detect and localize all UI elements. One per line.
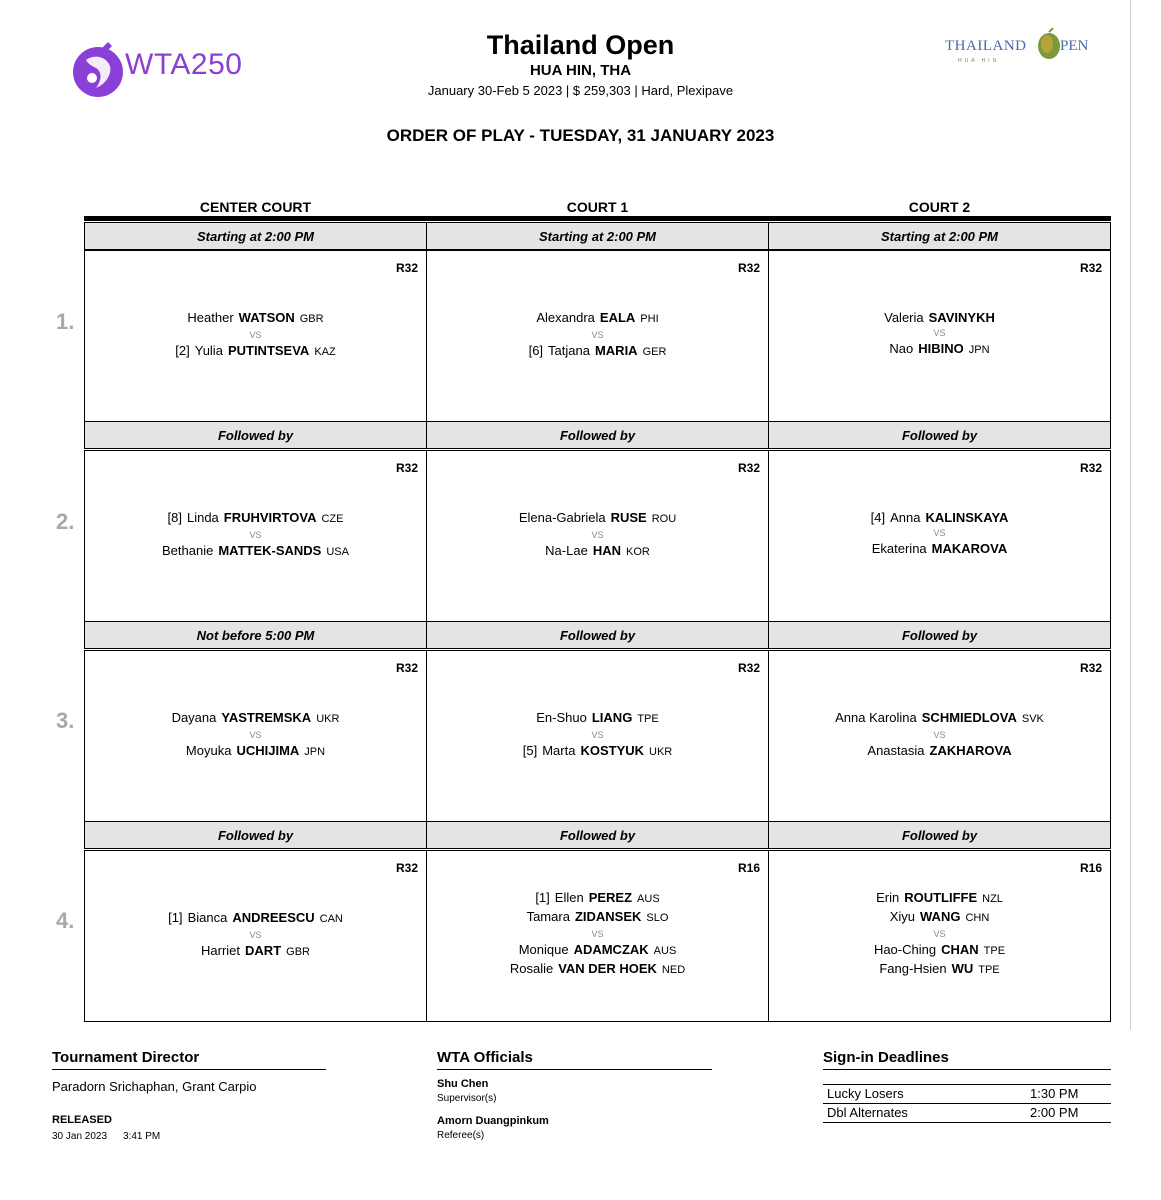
round-label: R32 (1079, 461, 1102, 475)
player-country: GBR (299, 313, 324, 325)
player-line (85, 509, 426, 528)
supervisor-name: Shu Chen (437, 1078, 489, 1090)
player-first-name: Heather (187, 310, 234, 325)
released-label: RELEASED (52, 1114, 112, 1126)
player-first-name: Harriet (201, 943, 241, 958)
order-of-play-title: ORDER OF PLAY - TUESDAY, 31 JANUARY 2023 (386, 126, 775, 145)
player-last-name: LIANG (591, 710, 633, 725)
player-last-name: DART (245, 943, 282, 958)
time-band: Followed by (84, 821, 427, 849)
player-country: AUS (653, 945, 677, 957)
tournament-details: January 30-Feb 5 2023 | $ 259,303 | Hard, Plexipave (427, 83, 734, 98)
player-line (769, 742, 1110, 759)
time-band: Starting at 2:00 PM (768, 222, 1111, 250)
match-cell (84, 650, 427, 822)
player-first-name: Xiyu (889, 909, 915, 924)
player-first-name: Hao-Ching (873, 942, 937, 957)
match-cell (84, 850, 427, 1022)
player-last-name: PEREZ (588, 890, 633, 905)
player-line (427, 889, 768, 908)
player-first-name: Marta (542, 743, 576, 758)
versus-label: VS (933, 730, 946, 740)
player-line (427, 908, 768, 927)
player-seed: [1] (168, 910, 183, 925)
player-last-name: PUTINTSEVA (227, 343, 310, 358)
thailand-open-logo (940, 26, 1095, 86)
player-country: KOR (625, 546, 650, 558)
versus-label: VS (249, 730, 262, 740)
player-first-name: Elena-Gabriela (518, 510, 606, 525)
match-cell (426, 450, 769, 622)
player-last-name: EALA (599, 310, 636, 325)
player-line (769, 960, 1110, 979)
versus-label: VS (591, 730, 604, 740)
match-entry (769, 889, 1110, 979)
player-first-name: Moyuka (185, 743, 232, 758)
player-country: TPE (983, 945, 1006, 957)
match-cell (768, 850, 1111, 1022)
player-first-name: Rosalie (509, 961, 554, 976)
player-last-name: YASTREMSKA (221, 710, 312, 725)
player-last-name: HIBINO (918, 341, 964, 356)
player-last-name: WATSON (238, 310, 295, 325)
player-country: GBR (286, 946, 310, 958)
match-entry (427, 709, 768, 761)
player-last-name: CHAN (941, 942, 979, 957)
round-label: R32 (737, 261, 760, 275)
player-country: CZE (321, 513, 344, 525)
player-first-name: Monique (518, 942, 569, 957)
player-first-name: Anastasia (867, 743, 925, 758)
versus-label: VS (933, 328, 946, 338)
player-line (427, 941, 768, 960)
time-band: Starting at 2:00 PM (84, 222, 427, 250)
player-seed: [4] (870, 510, 886, 525)
player-last-name: ANDREESCU (232, 910, 315, 925)
player-last-name: WU (951, 961, 974, 976)
match-cell (768, 450, 1111, 622)
player-line (769, 540, 1110, 557)
grid-top-bar (84, 216, 1111, 221)
versus-label: VS (591, 530, 604, 540)
tournament-location: HUA HIN, THA (529, 62, 632, 79)
player-first-name: Dayana (171, 710, 217, 725)
round-label: R32 (395, 261, 418, 275)
time-band: Followed by (768, 621, 1111, 649)
player-line (85, 742, 426, 761)
player-first-name: Fang-Hsien (879, 961, 947, 976)
leaf-icon (1035, 28, 1063, 60)
versus-label: VS (249, 930, 262, 940)
player-first-name: Linda (186, 510, 219, 525)
versus-label: VS (933, 929, 946, 939)
player-first-name: Ekaterina (871, 541, 927, 556)
deadlines-underline (823, 1069, 1111, 1070)
match-order-number: 1. (56, 309, 75, 334)
player-first-name: Bethanie (162, 543, 214, 558)
match-order-number: 2. (56, 509, 75, 534)
round-label: R32 (395, 461, 418, 475)
match-entry (427, 309, 768, 361)
round-label: R32 (737, 661, 760, 675)
match-cell (768, 250, 1111, 422)
player-first-name: Yulia (194, 343, 223, 358)
match-entry (769, 309, 1110, 359)
player-last-name: ADAMCZAK (573, 942, 649, 957)
round-label: R16 (1079, 861, 1102, 875)
player-line (427, 509, 768, 528)
player-last-name: SCHMIEDLOVA (921, 710, 1017, 725)
match-cell (426, 850, 769, 1022)
versus-label: VS (249, 330, 262, 340)
player-line (85, 342, 426, 361)
player-last-name: HAN (592, 543, 621, 558)
player-last-name: SAVINYKH (928, 310, 995, 325)
player-country: NZL (982, 893, 1003, 905)
player-last-name: VAN DER HOEK (558, 961, 657, 976)
time-band: Followed by (426, 621, 769, 649)
released-date: 30 Jan 2023 (52, 1131, 108, 1142)
player-last-name: FRUHVIRTOVA (223, 510, 317, 525)
round-label: R16 (737, 861, 760, 875)
player-country: CHN (965, 912, 990, 924)
player-country: JPN (968, 344, 990, 356)
logo-text-left: THAILAND (945, 38, 1027, 54)
round-label: R32 (1079, 261, 1102, 275)
player-line (769, 340, 1110, 359)
time-band: Followed by (768, 821, 1111, 849)
time-band: Followed by (84, 421, 427, 449)
page-edge-divider (1130, 0, 1131, 1030)
time-band: Followed by (426, 421, 769, 449)
versus-label: VS (591, 330, 604, 340)
logo-text-right: PEN (1060, 38, 1089, 54)
time-band: Followed by (768, 421, 1111, 449)
player-line (769, 889, 1110, 908)
player-country: AUS (637, 893, 660, 905)
player-country: USA (326, 546, 349, 558)
player-first-name: Anna Karolina (835, 710, 917, 725)
player-country: ROU (651, 513, 677, 525)
round-label: R32 (737, 461, 760, 475)
referee-name: Amorn Duangpinkum (437, 1115, 549, 1127)
player-country: SLO (646, 912, 669, 924)
page-title: Thailand Open (486, 30, 675, 60)
deadlines-bottom-rule (823, 1122, 1111, 1123)
director-names: Paradorn Srichaphan, Grant Carpio (52, 1079, 257, 1094)
player-line (427, 542, 768, 561)
match-entry (427, 889, 768, 979)
officials-underline (437, 1069, 712, 1070)
time-band: Followed by (426, 821, 769, 849)
player-first-name: En-Shuo (536, 710, 587, 725)
player-country: UKR (649, 746, 673, 758)
player-line (769, 908, 1110, 927)
match-entry (85, 909, 426, 961)
player-country: TPE (978, 964, 1000, 976)
player-line (769, 941, 1110, 960)
match-entry (85, 709, 426, 761)
round-label: R32 (395, 861, 418, 875)
deadline-label-lucky-losers: Lucky Losers (827, 1086, 904, 1101)
player-first-name: Tamara (526, 909, 570, 924)
player-last-name: MAKAROVA (931, 541, 1008, 556)
director-underline (52, 1069, 326, 1070)
court-heading: COURT 2 (908, 199, 971, 215)
player-last-name: KALINSKAYA (925, 510, 1009, 525)
player-first-name: Tatjana (548, 343, 590, 358)
player-last-name: WANG (920, 909, 961, 924)
player-first-name: Erin (876, 890, 900, 905)
player-last-name: ZAKHAROVA (929, 743, 1012, 758)
player-seed: [2] (175, 343, 190, 358)
deadlines-mid-rule (823, 1103, 1111, 1104)
deadline-time-dbl-alternates: 2:00 PM (1030, 1105, 1079, 1120)
match-cell (426, 250, 769, 422)
player-last-name: ZIDANSEK (574, 909, 642, 924)
sign-in-deadlines-heading: Sign-in Deadlines (823, 1049, 949, 1066)
released-time: 3:41 PM (123, 1131, 161, 1142)
player-line (769, 309, 1110, 326)
player-last-name: ROUTLIFFE (904, 890, 978, 905)
round-label: R32 (395, 661, 418, 675)
versus-label: VS (933, 528, 946, 538)
player-country: JPN (304, 746, 326, 758)
match-entry (85, 309, 426, 361)
player-country: NED (661, 964, 686, 976)
match-entry (769, 709, 1110, 759)
match-order-number: 3. (56, 708, 75, 733)
player-seed: [8] (167, 510, 182, 525)
player-first-name: Alexandra (536, 310, 595, 325)
player-line (85, 542, 426, 561)
player-last-name: MATTEK-SANDS (218, 543, 322, 558)
player-first-name: Nao (889, 341, 914, 356)
player-first-name: Anna (890, 510, 921, 525)
player-last-name: MARIA (594, 343, 638, 358)
player-line (85, 909, 426, 928)
player-line (427, 309, 768, 328)
player-country: TPE (637, 713, 659, 725)
deadlines-top-rule (823, 1084, 1111, 1085)
round-label: R32 (1079, 661, 1102, 675)
wta-brand-text: WTA250 (125, 48, 243, 81)
logo-subtext: HUA HIN (958, 58, 1000, 64)
player-first-name: Na-Lae (545, 543, 588, 558)
player-country: UKR (316, 713, 340, 725)
player-first-name: Ellen (554, 890, 584, 905)
time-band: Starting at 2:00 PM (426, 222, 769, 250)
player-last-name: RUSE (610, 510, 647, 525)
match-cell (84, 450, 427, 622)
player-line (427, 742, 768, 761)
player-line (85, 709, 426, 728)
match-cell (84, 250, 427, 422)
tournament-director-heading: Tournament Director (52, 1049, 200, 1066)
player-first-name: Valeria (884, 310, 924, 325)
referee-role: Referee(s) (437, 1130, 485, 1141)
player-country: CAN (319, 913, 343, 925)
player-seed: [6] (528, 343, 544, 358)
player-first-name: Bianca (187, 910, 228, 925)
supervisor-role: Supervisor(s) (437, 1093, 497, 1104)
match-entry (427, 509, 768, 561)
player-country: KAZ (314, 346, 336, 358)
player-seed: [1] (535, 890, 550, 905)
match-cell (768, 650, 1111, 822)
player-line (769, 509, 1110, 526)
deadline-time-lucky-losers: 1:30 PM (1030, 1086, 1079, 1101)
match-cell (426, 650, 769, 822)
versus-label: VS (591, 929, 604, 939)
match-entry (769, 509, 1110, 557)
player-last-name: UCHIJIMA (236, 743, 300, 758)
player-seed: [5] (522, 743, 538, 758)
deadline-label-dbl-alternates: Dbl Alternates (827, 1105, 908, 1120)
player-line (85, 942, 426, 961)
player-country: GER (642, 346, 667, 358)
court-heading: CENTER COURT (199, 199, 312, 215)
player-line (769, 709, 1110, 728)
player-last-name: KOSTYUK (580, 743, 645, 758)
time-band: Not before 5:00 PM (84, 621, 427, 649)
court-heading: COURT 1 (566, 199, 629, 215)
player-line (427, 960, 768, 979)
player-line (85, 309, 426, 328)
wta-officials-heading: WTA Officials (437, 1049, 533, 1066)
match-entry (85, 509, 426, 561)
player-country: PHI (640, 313, 659, 325)
player-line (427, 342, 768, 361)
match-order-number: 4. (56, 908, 75, 933)
player-line (427, 709, 768, 728)
player-country: SVK (1021, 713, 1044, 725)
versus-label: VS (249, 530, 262, 540)
